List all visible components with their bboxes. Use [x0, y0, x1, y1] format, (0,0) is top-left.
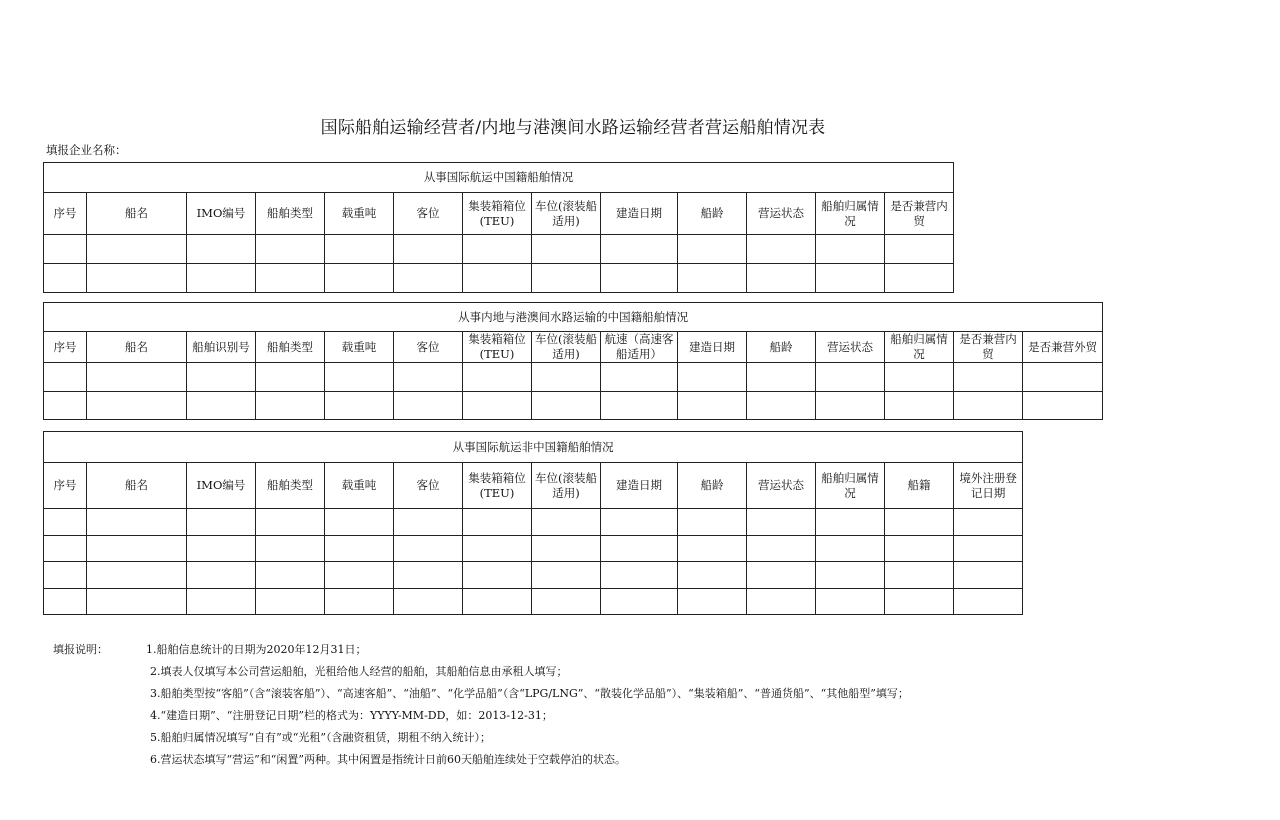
data-cell[interactable] [747, 536, 816, 562]
header-cell: 序号 [44, 193, 87, 235]
data-cell[interactable] [187, 363, 256, 392]
data-cell[interactable] [816, 589, 885, 615]
data-cell[interactable] [87, 235, 187, 264]
data-cell[interactable] [394, 536, 463, 562]
header-cell: 车位(滚装船适用) [532, 193, 601, 235]
data-cell[interactable] [325, 589, 394, 615]
data-cell[interactable] [532, 562, 601, 589]
data-cell[interactable] [256, 589, 325, 615]
data-cell[interactable] [87, 536, 187, 562]
header-cell: 船舶类型 [256, 463, 325, 509]
data-cell[interactable] [256, 264, 325, 293]
header-cell: 客位 [394, 193, 463, 235]
data-cell[interactable] [463, 392, 532, 420]
header-row [44, 332, 1103, 363]
data-cell[interactable] [256, 509, 325, 536]
note-item: 5.船舶归属情况填写“自有”或“光租”（含融资租赁，期租不纳入统计）； [150, 731, 491, 744]
header-cell: 船龄 [678, 463, 747, 509]
section-title: 从事内地与港澳间水路运输的中国籍船舶情况 [44, 303, 1103, 332]
data-cell[interactable] [87, 363, 187, 392]
header-cell: 集装箱箱位(TEU) [463, 193, 532, 235]
header-cell: IMO编号 [187, 463, 256, 509]
data-cell[interactable] [256, 562, 325, 589]
data-cell[interactable] [325, 536, 394, 562]
header-cell: 载重吨 [325, 463, 394, 509]
data-cell[interactable] [394, 392, 463, 420]
data-cell[interactable] [463, 536, 532, 562]
data-cell[interactable] [532, 264, 601, 293]
header-cell: 车位(滚装船适用) [532, 463, 601, 509]
data-cell[interactable] [601, 235, 678, 264]
data-cell[interactable] [325, 235, 394, 264]
data-cell[interactable] [747, 235, 816, 264]
data-cell[interactable] [601, 363, 678, 392]
header-cell: 船舶类型 [256, 193, 325, 235]
header-row [44, 193, 954, 235]
data-cell[interactable] [44, 392, 87, 420]
data-cell[interactable] [885, 509, 954, 536]
header-cell: 船名 [87, 193, 187, 235]
data-cell[interactable] [601, 536, 678, 562]
data-cell[interactable] [954, 392, 1023, 420]
header-cell: 集装箱箱位(TEU) [463, 332, 532, 363]
table-chinese-international-ships [43, 162, 954, 293]
data-cell[interactable] [678, 235, 747, 264]
data-cell[interactable] [87, 509, 187, 536]
data-cell[interactable] [325, 363, 394, 392]
table-row [44, 264, 954, 293]
note-item: 3.船舶类型按“客船”（含“滚装客船”）、“高速客船”、“油船”、“化学品船”（含“LPG/LNG”、“散装化学品船”）、“集装箱船”、“普通货船”、“其他船型”填写； [150, 687, 909, 700]
data-cell[interactable] [601, 589, 678, 615]
header-cell: 船名 [87, 463, 187, 509]
header-cell: 载重吨 [325, 332, 394, 363]
data-cell[interactable] [187, 264, 256, 293]
data-cell[interactable] [532, 392, 601, 420]
header-cell: 船龄 [678, 193, 747, 235]
header-cell: 船舶识别号 [187, 332, 256, 363]
header-cell: 客位 [394, 463, 463, 509]
data-cell[interactable] [256, 392, 325, 420]
company-name-label: 填报企业名称： [46, 143, 127, 157]
header-cell: 航速（高速客船适用） [601, 332, 678, 363]
data-cell[interactable] [1023, 363, 1103, 392]
header-cell: 船籍 [885, 463, 954, 509]
header-cell: 境外注册登记日期 [954, 463, 1023, 509]
data-cell[interactable] [747, 562, 816, 589]
data-cell[interactable] [325, 264, 394, 293]
data-cell[interactable] [256, 536, 325, 562]
data-cell[interactable] [532, 589, 601, 615]
data-cell[interactable] [44, 562, 87, 589]
note-item: 4.“建造日期”、“注册登记日期”栏的格式为：YYYY-MM-DD，如：2013-12-31； [150, 709, 553, 722]
note-item: 1.船舶信息统计的日期为2020年12月31日； [146, 643, 367, 656]
section-title: 从事国际航运非中国籍船舶情况 [44, 432, 1023, 463]
data-cell[interactable] [1023, 392, 1103, 420]
data-cell[interactable] [678, 509, 747, 536]
data-cell[interactable] [532, 235, 601, 264]
data-cell[interactable] [187, 509, 256, 536]
data-cell[interactable] [954, 536, 1023, 562]
data-cell[interactable] [954, 363, 1023, 392]
header-cell: 序号 [44, 332, 87, 363]
data-cell[interactable] [44, 536, 87, 562]
data-cell[interactable] [678, 589, 747, 615]
data-cell[interactable] [463, 264, 532, 293]
data-cell[interactable] [601, 509, 678, 536]
data-cell[interactable] [463, 363, 532, 392]
header-cell: 建造日期 [678, 332, 747, 363]
data-cell[interactable] [532, 363, 601, 392]
data-cell[interactable] [601, 562, 678, 589]
data-cell[interactable] [678, 264, 747, 293]
data-cell[interactable] [885, 264, 954, 293]
data-cell[interactable] [187, 589, 256, 615]
data-cell[interactable] [885, 562, 954, 589]
data-cell[interactable] [678, 536, 747, 562]
header-cell: 序号 [44, 463, 87, 509]
header-row [44, 463, 1023, 509]
data-cell[interactable] [325, 392, 394, 420]
header-cell: 是否兼营内贸 [885, 193, 954, 235]
header-cell: 是否兼营外贸 [1023, 332, 1103, 363]
data-cell[interactable] [601, 264, 678, 293]
header-cell: 船龄 [747, 332, 816, 363]
data-cell[interactable] [954, 509, 1023, 536]
data-cell[interactable] [678, 363, 747, 392]
data-cell[interactable] [325, 509, 394, 536]
data-cell[interactable] [885, 363, 954, 392]
header-cell: 营运状态 [816, 332, 885, 363]
data-cell[interactable] [187, 392, 256, 420]
data-cell[interactable] [747, 589, 816, 615]
data-cell[interactable] [394, 264, 463, 293]
data-cell[interactable] [44, 235, 87, 264]
data-cell[interactable] [394, 509, 463, 536]
header-cell: 营运状态 [747, 193, 816, 235]
data-cell[interactable] [394, 363, 463, 392]
data-cell[interactable] [394, 589, 463, 615]
data-cell[interactable] [187, 536, 256, 562]
table-row [44, 589, 1023, 615]
data-cell[interactable] [87, 589, 187, 615]
data-cell[interactable] [816, 363, 885, 392]
data-cell[interactable] [816, 562, 885, 589]
data-cell[interactable] [87, 562, 187, 589]
header-cell: 客位 [394, 332, 463, 363]
note-item: 6.营运状态填写“营运”和“闲置”两种。其中闲置是指统计日前60天船舶连续处于空载停泊的状态。 [150, 753, 626, 766]
data-cell[interactable] [816, 235, 885, 264]
data-cell[interactable] [816, 392, 885, 420]
data-cell[interactable] [394, 562, 463, 589]
data-cell[interactable] [747, 392, 816, 420]
data-cell[interactable] [532, 509, 601, 536]
data-cell[interactable] [885, 536, 954, 562]
data-cell[interactable] [816, 509, 885, 536]
notes-label: 填报说明： [53, 643, 108, 656]
data-cell[interactable] [885, 235, 954, 264]
data-cell[interactable] [394, 235, 463, 264]
data-cell[interactable] [44, 363, 87, 392]
data-cell[interactable] [44, 589, 87, 615]
data-cell[interactable] [885, 589, 954, 615]
header-cell: 建造日期 [601, 193, 678, 235]
data-cell[interactable] [325, 562, 394, 589]
data-cell[interactable] [954, 589, 1023, 615]
header-cell: IMO编号 [187, 193, 256, 235]
note-item: 2.填表人仅填写本公司营运船舶，光租给他人经营的船舶，其船舶信息由承租人填写； [150, 665, 568, 678]
data-cell[interactable] [463, 235, 532, 264]
header-cell: 集装箱箱位(TEU) [463, 463, 532, 509]
header-cell: 载重吨 [325, 193, 394, 235]
header-cell: 船舶类型 [256, 332, 325, 363]
table-row [44, 536, 1023, 562]
data-cell[interactable] [747, 509, 816, 536]
table-row [44, 562, 1023, 589]
data-cell[interactable] [463, 562, 532, 589]
table-row [44, 509, 1023, 536]
header-cell: 建造日期 [601, 463, 678, 509]
data-cell[interactable] [678, 562, 747, 589]
data-cell[interactable] [678, 392, 747, 420]
data-cell[interactable] [954, 562, 1023, 589]
table-foreign-international-ships [43, 431, 1023, 615]
data-cell[interactable] [256, 363, 325, 392]
data-cell[interactable] [187, 562, 256, 589]
data-cell[interactable] [87, 264, 187, 293]
data-cell[interactable] [816, 264, 885, 293]
data-cell[interactable] [44, 509, 87, 536]
header-cell: 船舶归属情况 [816, 463, 885, 509]
data-cell[interactable] [885, 392, 954, 420]
header-cell: 车位(滚装船适用) [532, 332, 601, 363]
data-cell[interactable] [747, 363, 816, 392]
data-cell[interactable] [87, 392, 187, 420]
table-row [44, 363, 1103, 392]
data-cell[interactable] [187, 235, 256, 264]
table-row [44, 392, 1103, 420]
data-cell[interactable] [532, 536, 601, 562]
header-cell: 营运状态 [747, 463, 816, 509]
header-cell: 船舶归属情况 [816, 193, 885, 235]
data-cell[interactable] [463, 509, 532, 536]
data-cell[interactable] [747, 264, 816, 293]
data-cell[interactable] [463, 589, 532, 615]
header-cell: 船舶归属情况 [885, 332, 954, 363]
data-cell[interactable] [816, 536, 885, 562]
section-title: 从事国际航运中国籍船舶情况 [44, 163, 954, 193]
header-cell: 船名 [87, 332, 187, 363]
header-cell: 是否兼营内贸 [954, 332, 1023, 363]
data-cell[interactable] [601, 392, 678, 420]
table-chinese-hk-macau-ships [43, 302, 1103, 420]
data-cell[interactable] [256, 235, 325, 264]
table-row [44, 235, 954, 264]
data-cell[interactable] [44, 264, 87, 293]
page-title: 国际船舶运输经营者/内地与港澳间水路运输经营者营运船舶情况表 [320, 118, 826, 138]
